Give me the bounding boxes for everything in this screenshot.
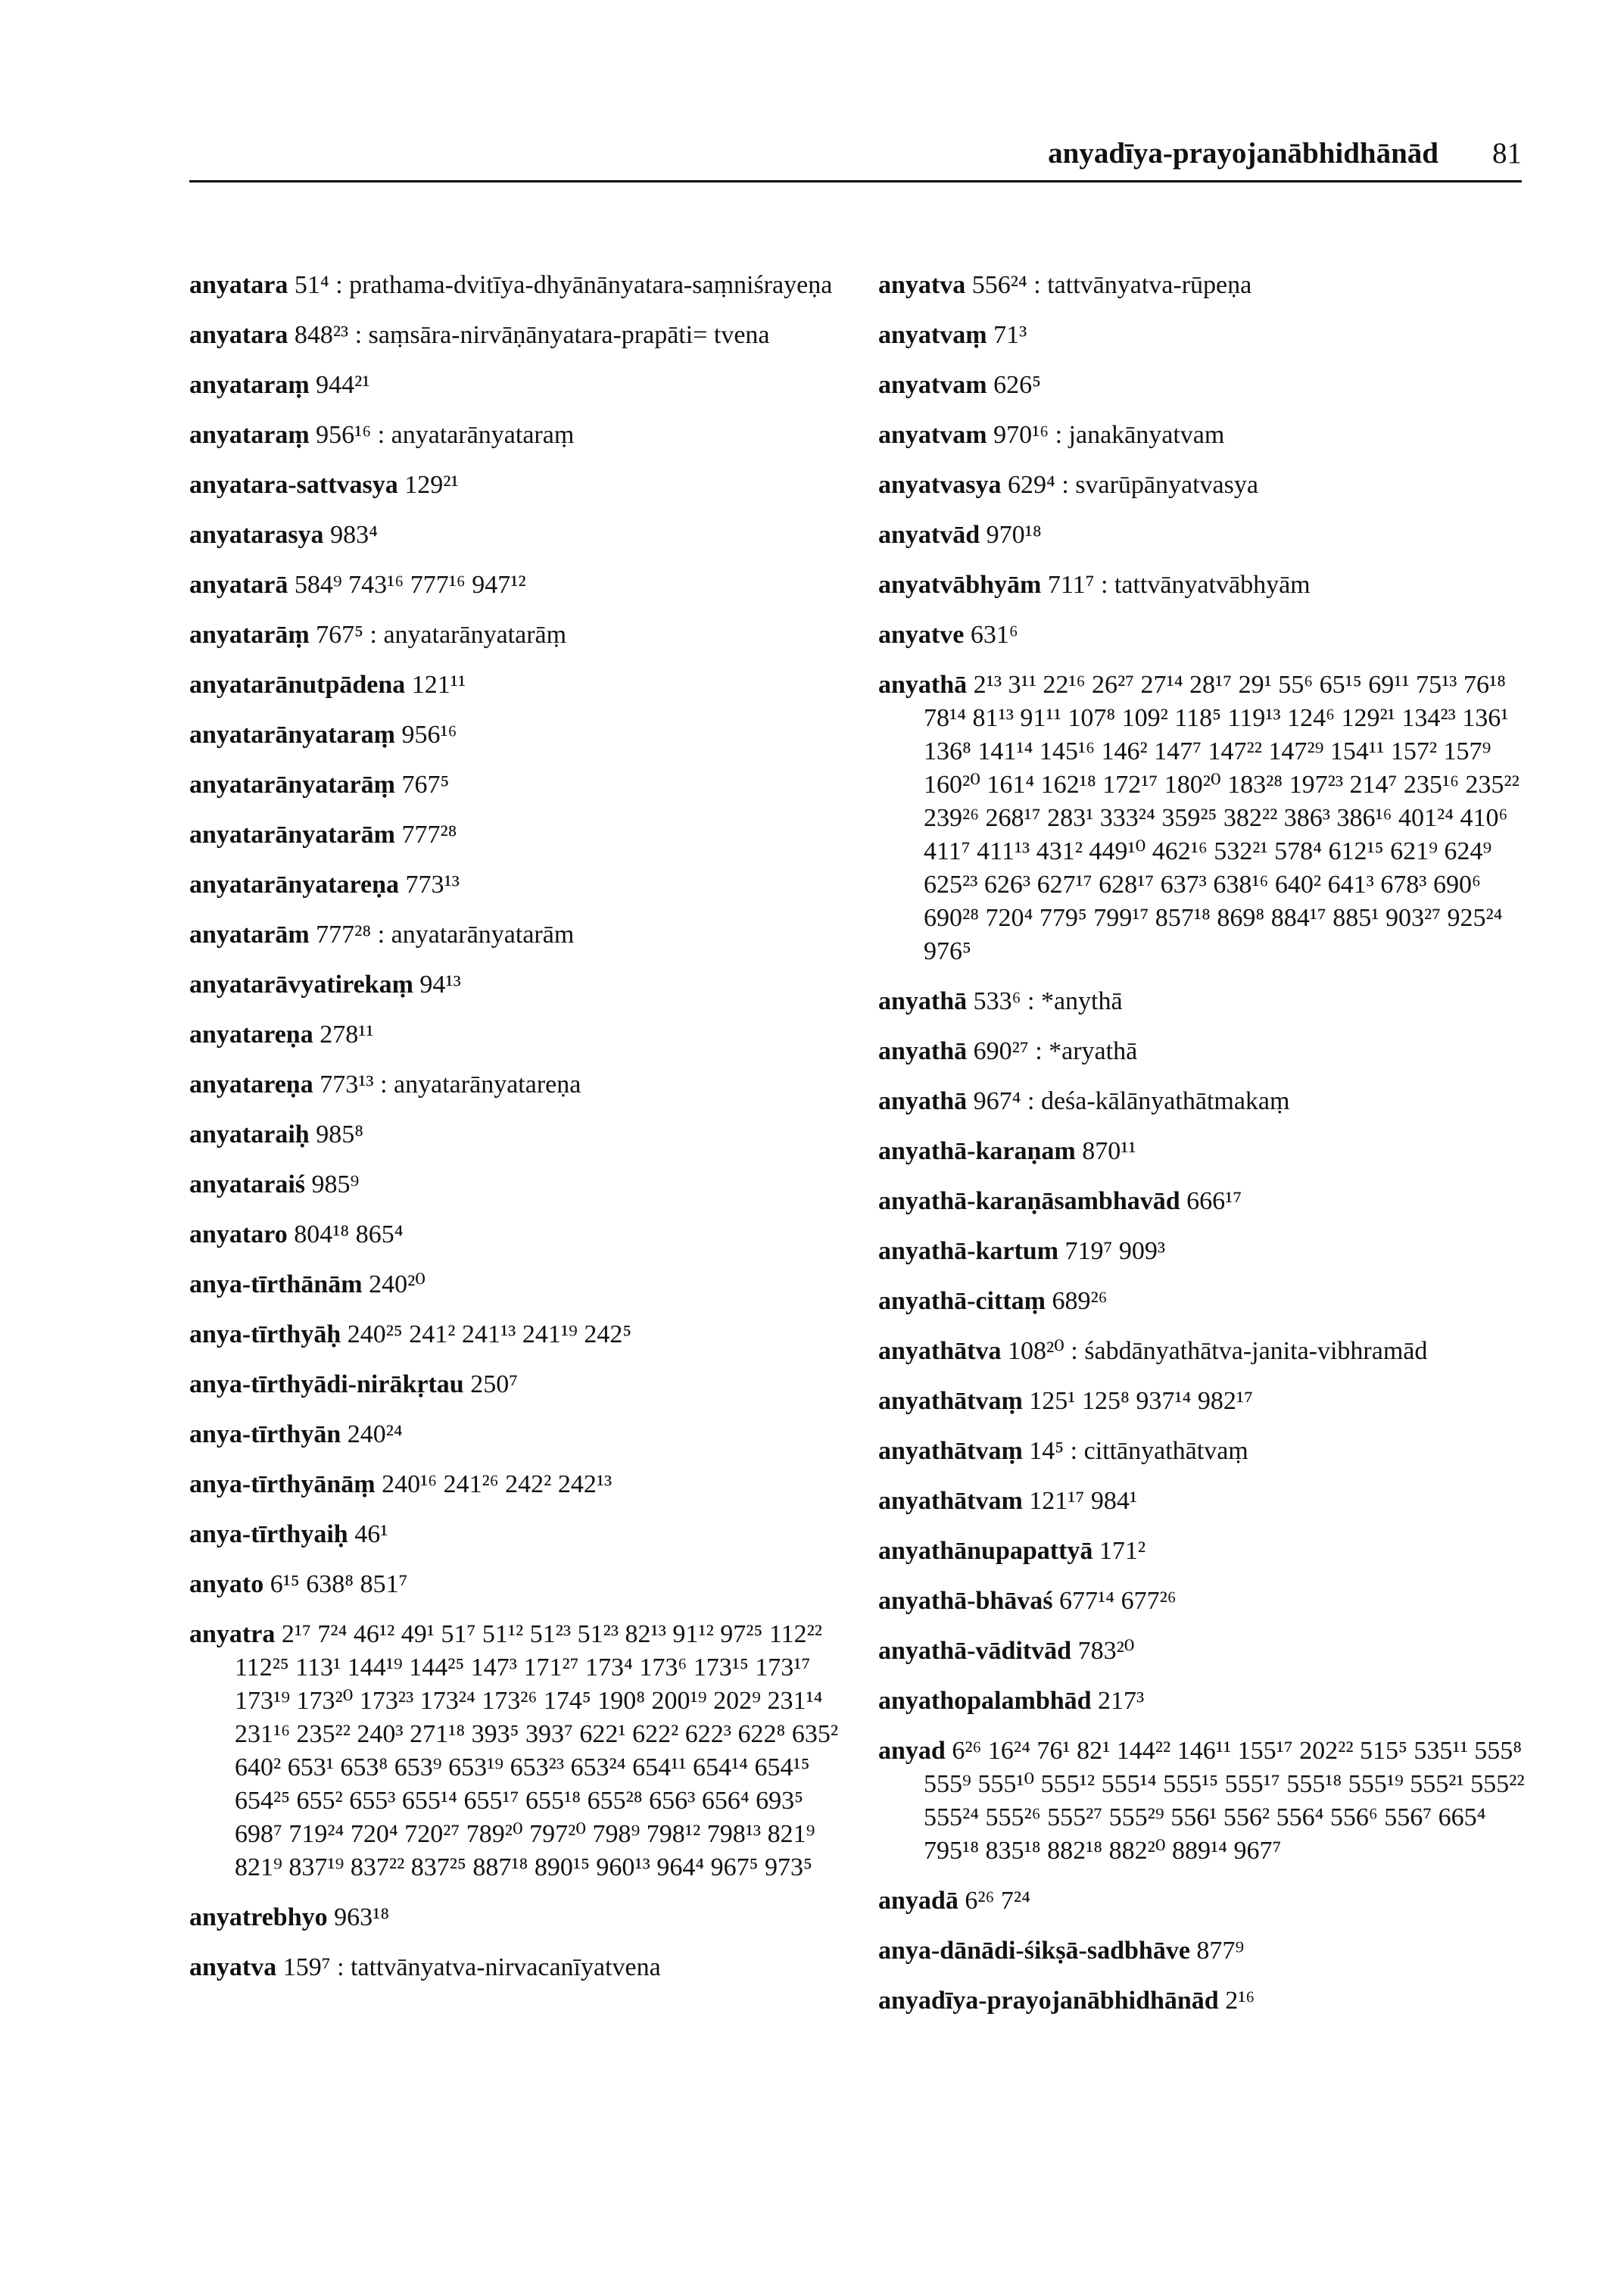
entry-headword: anyatara-sattvasya [189,471,398,499]
entry-references: 121¹⁷ 984¹ [1029,1487,1138,1515]
entry-references: 108²⁰ [1007,1337,1064,1365]
index-entry [189,669,856,702]
index-entry [189,369,856,402]
index-entry [878,1085,1529,1118]
entry-headword: anya-tīrthyādi-nirākṛtau [189,1370,464,1398]
entry-gloss: : tattvānyatvābhyām [1100,571,1311,599]
entry-references: 129²¹ [404,471,459,499]
index-entry [189,1618,856,1884]
entry-headword: anyatva [878,271,966,299]
entry-headword: anyatara [189,321,288,349]
entry-references: 689²⁶ [1052,1287,1108,1315]
entry-headword: anyatvābhyām [878,571,1042,599]
entry-headword: anyataro [189,1220,288,1248]
index-entry [878,1435,1529,1468]
entry-references: 46¹ [354,1520,388,1548]
entry-gloss: : cittānyathātvaṃ [1070,1437,1248,1465]
entry-headword: anyatvam [878,421,987,449]
entry-headword: anyataraṃ [189,371,310,399]
index-entry [189,818,856,852]
entry-headword: anyathā-vāditvād [878,1637,1072,1665]
index-entry [878,269,1529,302]
index-entry [189,469,856,502]
entry-headword: anya-tīrthyāḥ [189,1320,341,1348]
entry-headword: anyatarānyatareṇa [189,871,400,899]
entry-gloss: : *anythā [1027,987,1123,1015]
index-entry [189,269,856,302]
index-entry [189,1268,856,1301]
index-entry [878,985,1529,1018]
entry-headword: anya-dānādi-śikṣā-sadbhāve [878,1937,1190,1965]
entry-gloss: : deśa-kālānyathātmakaṃ [1027,1087,1290,1115]
entry-headword: anyatarasya [189,521,324,549]
entry-references: 278¹¹ [320,1021,374,1049]
entry-headword: anyatarāvyatirekaṃ [189,971,413,999]
index-entry [878,519,1529,552]
entry-gloss: : anyatarānyatarāṃ [369,621,567,649]
entry-headword: anya-tīrthānām [189,1270,363,1298]
index-entry [878,1884,1529,1918]
entry-references: 629⁴ [1007,471,1055,499]
index-entry [189,1568,856,1601]
entry-headword: anya-tīrthyaiḥ [189,1520,348,1548]
entry-headword: anyad [878,1737,946,1765]
index-entry [189,718,856,752]
entry-headword: anyatvād [878,521,980,549]
entry-references: 171² [1099,1537,1146,1565]
entry-references: 983⁴ [330,521,378,549]
entry-headword: anyadīya-prayojanābhidhānād [878,1987,1219,2015]
index-entry [878,1135,1529,1168]
entry-references: 125¹ 125⁸ 937¹⁴ 982¹⁷ [1029,1387,1253,1415]
entry-headword: anyatarānyatarām [189,821,395,849]
entry-headword: anyathā-kartum [878,1237,1059,1265]
index-entry [189,1218,856,1251]
entry-headword: anya-tīrthyānāṃ [189,1470,376,1498]
entry-references: 556²⁴ [971,271,1027,299]
index-entry [878,669,1529,968]
right-column [878,269,1529,2034]
entry-references: 970¹⁶ [993,421,1049,449]
index-entry [878,569,1529,602]
index-entry [878,619,1529,652]
entry-references: 631⁶ [970,621,1018,649]
entry-references: 666¹⁷ [1186,1187,1242,1215]
entry-headword: anyataraiḥ [189,1121,310,1149]
entry-headword: anyatara [189,271,288,299]
index-entry [189,619,856,652]
entry-gloss: : anyatarānyatarām [377,921,575,949]
entry-references: 773¹³ [320,1071,374,1099]
entry-references: 71³ [993,321,1027,349]
entry-headword: anyatarānyatarāṃ [189,771,395,799]
entry-references: 963¹⁸ [334,1903,390,1931]
index-entry [878,1035,1529,1068]
index-entry [189,768,856,802]
entry-gloss: : prathama-dvitīya-dhyānānyatara-saṃniśrayeṇa [335,271,833,299]
index-entry [189,569,856,602]
entry-references: 767⁵ [316,621,364,649]
entry-headword: anyatvaṃ [878,321,987,349]
entry-references: 51⁴ [294,271,329,299]
entry-headword: anyathānupapattyā [878,1537,1093,1565]
entry-headword: anyatareṇa [189,1071,313,1099]
entry-gloss: : śabdānyathātva-janita-vibhramād [1071,1337,1428,1365]
entry-references: 777²⁸ [401,821,457,849]
entry-gloss: : janakānyatvam [1055,421,1225,449]
entry-references: 2¹⁶ [1225,1987,1255,2015]
entry-headword: anyathātvaṃ [878,1387,1023,1415]
entry-references: 956¹⁶ [401,721,457,749]
index-entry [878,1235,1529,1268]
index-entry [189,918,856,952]
entry-headword: anyathā [878,987,968,1015]
entry-references: 848²³ [294,321,349,349]
entry-headword: anyatarā [189,571,288,599]
entry-headword: anyathā [878,1037,968,1065]
entry-headword: anyathā [878,1087,968,1115]
index-entry [878,1984,1529,2018]
entry-headword: anyataraiś [189,1170,305,1198]
entry-gloss: : tattvānyatva-nirvacanīyatvena [337,1953,661,1981]
entry-headword: anyatrebhyo [189,1903,328,1931]
entry-references: 2¹⁷ 7²⁴ 46¹² 49¹ 51⁷ 51¹² 51²³ 51²³ 82¹³ 91¹² 97²⁵ 112²² 112²⁵ 113¹ 144¹⁹ 144²⁵ 147³ 171²⁷ 173⁴ 173⁶ 173¹⁵ 173¹⁷ 173¹⁹ 173²⁰ 173²³ 173²⁴ 173²⁶ 174⁵ 190⁸ 200¹⁹ 202⁹ 231¹⁴ 231¹⁶ 235²² 240³ 271¹⁸ 393⁵ 393⁷ 622¹ 622² 622³ 622⁸ 635² 640² 653¹ 653⁸ 653⁹ 653¹⁹ 653²³ 653²⁴ 654¹¹ 654¹⁴ 654¹⁵ 654²⁵ 655² 655³ 655¹⁴ 655¹⁷ 655¹⁸ 655²⁸ 656³ 656⁴ 693⁵ 698⁷ 719²⁴ 720⁴ 720²⁷ 789²⁰ 797²⁰ 798⁹ 798¹² 798¹³ 821⁹ 821⁹ 837¹⁹ 837²² 837²⁵ 887¹⁸ 890¹⁵ 960¹³ 964⁴ 967⁵ 973⁵ [235,1620,839,1881]
entry-headword: anyathopalambhād [878,1687,1092,1715]
left-column [189,269,856,2001]
index-entry [189,319,856,352]
entry-references: 240¹⁶ 241²⁶ 242² 242¹³ [382,1470,613,1498]
index-entry [189,1168,856,1202]
index-entry [878,1585,1529,1618]
index-entry [878,1285,1529,1318]
entry-references: 690²⁷ [973,1037,1029,1065]
index-entry [189,1118,856,1152]
index-entry [878,1185,1529,1218]
entry-references: 970¹⁸ [986,521,1042,549]
entry-headword: anyatvam [878,371,987,399]
entry-references: 877⁹ [1196,1937,1245,1965]
entry-references: 533⁶ [973,987,1021,1015]
index-entry [878,1335,1529,1368]
entry-gloss: : anyatarānyatareṇa [380,1071,581,1099]
entry-gloss: : tattvānyatva-rūpeṇa [1033,271,1252,299]
entry-headword: anyataraṃ [189,421,310,449]
entry-references: 121¹¹ [411,671,466,699]
entry-references: 6²⁶ 7²⁴ [965,1887,1030,1915]
entry-references: 870¹¹ [1082,1137,1136,1165]
entry-references: 985⁹ [311,1170,360,1198]
index-entry [878,369,1529,402]
entry-headword: anyathā-bhāvaś [878,1587,1053,1615]
index-entry [878,1934,1529,1968]
entry-references: 804¹⁸ 865⁴ [294,1220,404,1248]
entry-references: 985⁸ [316,1121,364,1149]
entry-references: 777²⁸ [316,921,372,949]
entry-references: 626⁵ [993,371,1041,399]
entry-references: 159⁷ [282,1953,331,1981]
entry-headword: anyathātvaṃ [878,1437,1023,1465]
index-entry [189,1068,856,1102]
entry-references: 240²⁰ [369,1270,425,1298]
entry-references: 967⁴ [973,1087,1021,1115]
index-entry [878,319,1529,352]
index-entry [189,1901,856,1934]
entry-headword: anyathātvam [878,1487,1023,1515]
index-entry [878,1385,1529,1418]
entry-headword: anyatarānutpādena [189,671,406,699]
entry-headword: anyadā [878,1887,959,1915]
index-entry [878,1735,1529,1868]
entry-gloss: : svarūpānyatvasya [1061,471,1258,499]
entry-headword: anyatve [878,621,965,649]
entry-references: 584⁹ 743¹⁶ 777¹⁶ 947¹² [294,571,526,599]
entry-headword: anyathātva [878,1337,1002,1365]
index-entry [189,1368,856,1401]
index-entry [189,519,856,552]
index-entry [878,419,1529,452]
entry-headword: anyato [189,1570,264,1598]
entry-references: 677¹⁴ 677²⁶ [1059,1587,1177,1615]
entry-references: 6¹⁵ 638⁸ 851⁷ [270,1570,408,1598]
entry-gloss: : *aryathā [1035,1037,1138,1065]
index-entry [189,1468,856,1501]
entry-references: 719⁷ 909³ [1064,1237,1166,1265]
entry-headword: anyatarāṃ [189,621,310,649]
entry-headword: anyatareṇa [189,1021,313,1049]
entry-gloss: : anyatarānyataraṃ [377,421,575,449]
entry-references: 956¹⁶ [316,421,372,449]
entry-headword: anyathā-karaṇāsambhavād [878,1187,1180,1215]
index-entry [189,868,856,902]
index-entry [878,469,1529,502]
running-head: anyadīya-prayojanābhidhānād [1048,137,1439,170]
entry-references: 217³ [1098,1687,1145,1715]
entry-references: 240²⁴ [347,1420,403,1448]
index-entry [189,419,856,452]
entry-headword: anyatvasya [878,471,1002,499]
entry-headword: anyatarānyataraṃ [189,721,395,749]
index-entry [878,1685,1529,1718]
entry-references: 94¹³ [419,971,461,999]
entry-references: 240²⁵ 241² 241¹³ 241¹⁹ 242⁵ [347,1320,632,1348]
entry-headword: anyatarām [189,921,310,949]
index-entry [189,1418,856,1451]
index-entry [878,1635,1529,1668]
entry-references: 6²⁶ 16²⁴ 76¹ 82¹ 144²² 146¹¹ 155¹⁷ 202²² 515⁵ 535¹¹ 555⁸ 555⁹ 555¹⁰ 555¹² 555¹⁴ 555¹⁵ 555¹⁷ 555¹⁸ 555¹⁹ 555²¹ 555²² 555²⁴ 555²⁶ 555²⁷ 555²⁹ 556¹ 556² 556⁴ 556⁶ 556⁷ 665⁴ 795¹⁸ 835¹⁸ 882¹⁸ 882²⁰ 889¹⁴ 967⁷ [924,1737,1525,1865]
entry-references: 767⁵ [401,771,450,799]
entry-references: 711⁷ [1047,571,1095,599]
entry-references: 14⁵ [1029,1437,1064,1465]
index-entry [189,1318,856,1351]
entry-headword: anya-tīrthyān [189,1420,341,1448]
entry-references: 250⁷ [470,1370,519,1398]
entry-headword: anyatra [189,1620,276,1648]
index-entry [189,1518,856,1551]
entry-references: 773¹³ [405,871,460,899]
index-entry [878,1485,1529,1518]
index-entry [189,1018,856,1052]
entry-headword: anyathā-karaṇam [878,1137,1076,1165]
index-entry [189,968,856,1002]
page-number: 81 [1492,137,1522,170]
entry-gloss: : saṃsāra-nirvāṇānyatara-prapāti= tvena [354,321,770,349]
entry-headword: anyatva [189,1953,277,1981]
index-entry [189,1951,856,1984]
entry-references: 944²¹ [316,371,370,399]
entry-references: 2¹³ 3¹¹ 22¹⁶ 26²⁷ 27¹⁴ 28¹⁷ 29¹ 55⁶ 65¹⁵ 69¹¹ 75¹³ 76¹⁸ 78¹⁴ 81¹³ 91¹¹ 107⁸ 109² 118⁵ 119¹³ 124⁶ 129²¹ 134²³ 136¹ 136⁸ 141¹⁴ 145¹⁶ 146² 147⁷ 147²² 147²⁹ 154¹¹ 157² 157⁹ 160²⁰ 161⁴ 162¹⁸ 172¹⁷ 180²⁰ 183²⁸ 197²³ 214⁷ 235¹⁶ 235²² 239²⁶ 268¹⁷ 283¹ 333²⁴ 359²⁵ 382²² 386³ 386¹⁶ 401²⁴ 410⁶ 411⁷ 411¹³ 431² 449¹⁰ 462¹⁶ 532²¹ 578⁴ 612¹⁵ 621⁹ 624⁹ 625²³ 626³ 627¹⁷ 628¹⁷ 637³ 638¹⁶ 640² 641³ 678³ 690⁶ 690²⁸ 720⁴ 779⁵ 799¹⁷ 857¹⁸ 869⁸ 884¹⁷ 885¹ 903²⁷ 925²⁴ 976⁵ [924,671,1520,965]
entry-references: 783²⁰ [1077,1637,1135,1665]
entry-headword: anyathā [878,671,968,699]
page-header [189,136,1522,182]
index-entry [878,1535,1529,1568]
entry-headword: anyathā-cittaṃ [878,1287,1046,1315]
